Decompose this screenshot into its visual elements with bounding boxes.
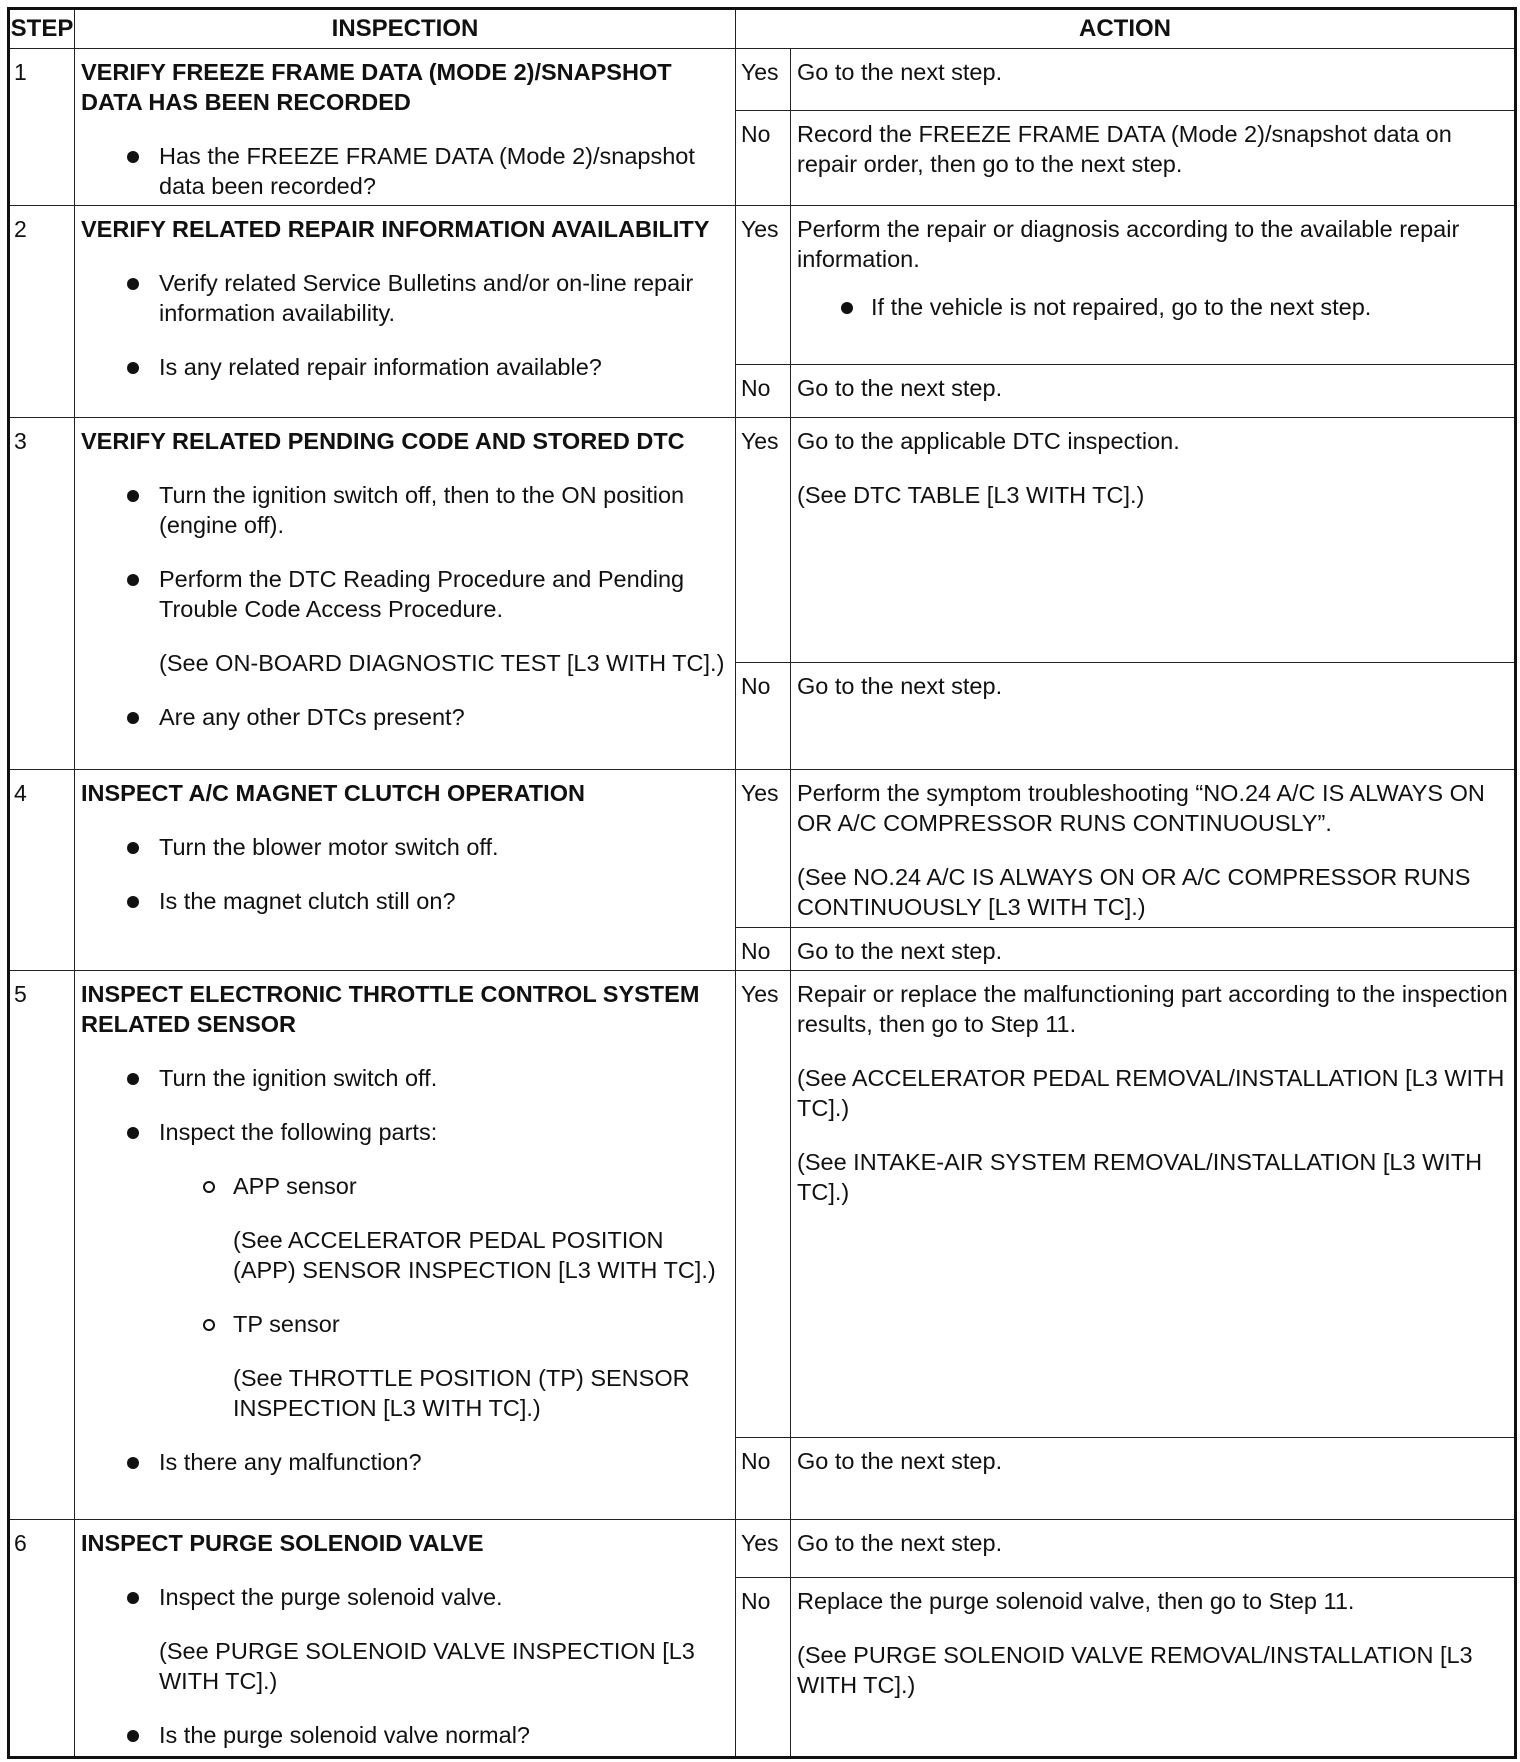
step-5-yes-reference-1: (See ACCELERATOR PEDAL REMOVAL/INSTALLATION [L3 WITH TC].) (797, 1065, 1505, 1121)
step-4-yes-label: Yes (736, 770, 791, 928)
header-step: STEP (9, 9, 75, 49)
step-2-no-label: No (736, 365, 791, 418)
step-4-bullet-2: Is the magnet clutch still on? (81, 886, 729, 916)
step-3-no-action: Go to the next step. (791, 663, 1516, 770)
step-5-bullet-1: Turn the ignition switch off. (81, 1063, 729, 1093)
step-3-bullet-2: Perform the DTC Reading Procedure and Pending Trouble Code Access Procedure. (81, 564, 729, 624)
step-5-title: INSPECT ELECTRONIC THROTTLE CONTROL SYSTEM RELATED SENSOR (81, 981, 700, 1037)
step-6-yes-action: Go to the next step. (791, 1520, 1516, 1578)
header-action: ACTION (736, 9, 1516, 49)
header-inspection: INSPECTION (75, 9, 736, 49)
step-5-yes-cell (791, 971, 1516, 1438)
step-6-title: INSPECT PURGE SOLENOID VALVE (81, 1530, 484, 1556)
step-5-number: 5 (9, 971, 75, 1520)
step-4-number: 4 (9, 770, 75, 971)
step-1-inspection (75, 49, 736, 206)
step-2-yes-label: Yes (736, 206, 791, 365)
step-3-yes-reference: (See DTC TABLE [L3 WITH TC].) (797, 482, 1145, 508)
step-5-yes-label: Yes (736, 971, 791, 1438)
step-3-yes-row (9, 418, 1516, 663)
step-5-sub-bullet-1: APP sensor (81, 1171, 729, 1201)
step-2-bullet-2: Is any related repair information available? (81, 352, 729, 382)
step-3-title: VERIFY RELATED PENDING CODE AND STORED DTC (81, 428, 685, 454)
step-3-reference: (See ON-BOARD DIAGNOSTIC TEST [L3 WITH TC].) (159, 650, 725, 676)
step-5-yes-row (9, 971, 1516, 1438)
step-5-yes-reference-2: (See INTAKE-AIR SYSTEM REMOVAL/INSTALLATION [L3 WITH TC].) (797, 1149, 1483, 1205)
step-2-no-action: Go to the next step. (791, 365, 1516, 418)
step-5-inspection (75, 971, 736, 1520)
step-3-number: 3 (9, 418, 75, 770)
step-1-title: VERIFY FREEZE FRAME DATA (MODE 2)/SNAPSHOT DATA HAS BEEN RECORDED (81, 59, 672, 115)
step-5-sub-reference-1: (See ACCELERATOR PEDAL POSITION (APP) SENSOR INSPECTION [L3 WITH TC].) (233, 1227, 716, 1283)
header-row (9, 9, 1516, 49)
step-2-inspection (75, 206, 736, 418)
step-3-yes-action: Go to the applicable DTC inspection. (797, 428, 1180, 454)
step-1-yes-action: Go to the next step. (791, 49, 1516, 111)
step-6-number: 6 (9, 1520, 75, 1758)
step-2-yes-row (9, 206, 1516, 365)
step-6-no-reference: (See PURGE SOLENOID VALVE REMOVAL/INSTALLATION [L3 WITH TC].) (797, 1642, 1473, 1698)
step-5-yes-action: Repair or replace the malfunctioning part according to the inspection results, then go to Step 11. (797, 981, 1508, 1037)
step-1-no-label: No (736, 111, 791, 206)
step-4-inspection (75, 770, 736, 971)
step-6-bullet-1: Inspect the purge solenoid valve. (81, 1582, 729, 1612)
step-3-yes-label: Yes (736, 418, 791, 663)
step-6-no-label: No (736, 1578, 791, 1758)
step-1-yes-row (9, 49, 1516, 111)
step-4-yes-reference: (See NO.24 A/C IS ALWAYS ON OR A/C COMPRESSOR RUNS CONTINUOUSLY [L3 WITH TC].) (797, 864, 1471, 920)
step-6-yes-row (9, 1520, 1516, 1578)
step-3-bullet-1: Turn the ignition switch off, then to the ON position (engine off). (81, 480, 729, 540)
step-1-no-action: Record the FREEZE FRAME DATA (Mode 2)/snapshot data on repair order, then go to the next step. (791, 111, 1516, 206)
step-5-no-action: Go to the next step. (791, 1438, 1516, 1520)
step-1-number: 1 (9, 49, 75, 206)
step-5-bullet-2: Inspect the following parts: (81, 1117, 729, 1147)
step-2-number: 2 (9, 206, 75, 418)
step-5-sub-reference-2: (See THROTTLE POSITION (TP) SENSOR INSPECTION [L3 WITH TC].) (233, 1365, 690, 1421)
step-1-yes-label: Yes (736, 49, 791, 111)
step-5-no-label: No (736, 1438, 791, 1520)
diagnostic-table (7, 7, 1517, 1759)
step-3-yes-cell (791, 418, 1516, 663)
step-6-bullet-2: Is the purge solenoid valve normal? (81, 1720, 729, 1750)
step-2-title: VERIFY RELATED REPAIR INFORMATION AVAILABILITY (81, 216, 710, 242)
step-3-no-label: No (736, 663, 791, 770)
step-6-no-cell (791, 1578, 1516, 1758)
step-4-title: INSPECT A/C MAGNET CLUTCH OPERATION (81, 780, 585, 806)
step-6-yes-label: Yes (736, 1520, 791, 1578)
step-4-yes-cell (791, 770, 1516, 928)
step-5-sub-bullet-2: TP sensor (81, 1309, 729, 1339)
step-1-bullet-1: Has the FREEZE FRAME DATA (Mode 2)/snapshot data been recorded? (81, 141, 729, 201)
step-3-bullet-3: Are any other DTCs present? (81, 702, 729, 732)
step-2-yes-cell (791, 206, 1516, 365)
step-4-bullet-1: Turn the blower motor switch off. (81, 832, 729, 862)
step-4-yes-row (9, 770, 1516, 928)
step-2-bullet-1: Verify related Service Bulletins and/or on-line repair information availability. (81, 268, 729, 328)
step-4-yes-action: Perform the symptom troubleshooting “NO.24 A/C IS ALWAYS ON OR A/C COMPRESSOR RUNS CONTINUOUSLY”. (797, 780, 1485, 836)
step-6-no-action: Replace the purge solenoid valve, then go to Step 11. (797, 1588, 1355, 1614)
step-5-bullet-3: Is there any malfunction? (81, 1447, 729, 1477)
step-2-yes-bullet: If the vehicle is not repaired, go to the next step. (797, 292, 1508, 322)
step-6-reference: (See PURGE SOLENOID VALVE INSPECTION [L3 WITH TC].) (159, 1638, 695, 1694)
step-2-yes-action: Perform the repair or diagnosis according to the available repair information. (797, 216, 1460, 272)
step-6-inspection (75, 1520, 736, 1758)
step-3-inspection (75, 418, 736, 770)
step-4-no-label: No (736, 928, 791, 971)
step-4-no-action: Go to the next step. (791, 928, 1516, 971)
